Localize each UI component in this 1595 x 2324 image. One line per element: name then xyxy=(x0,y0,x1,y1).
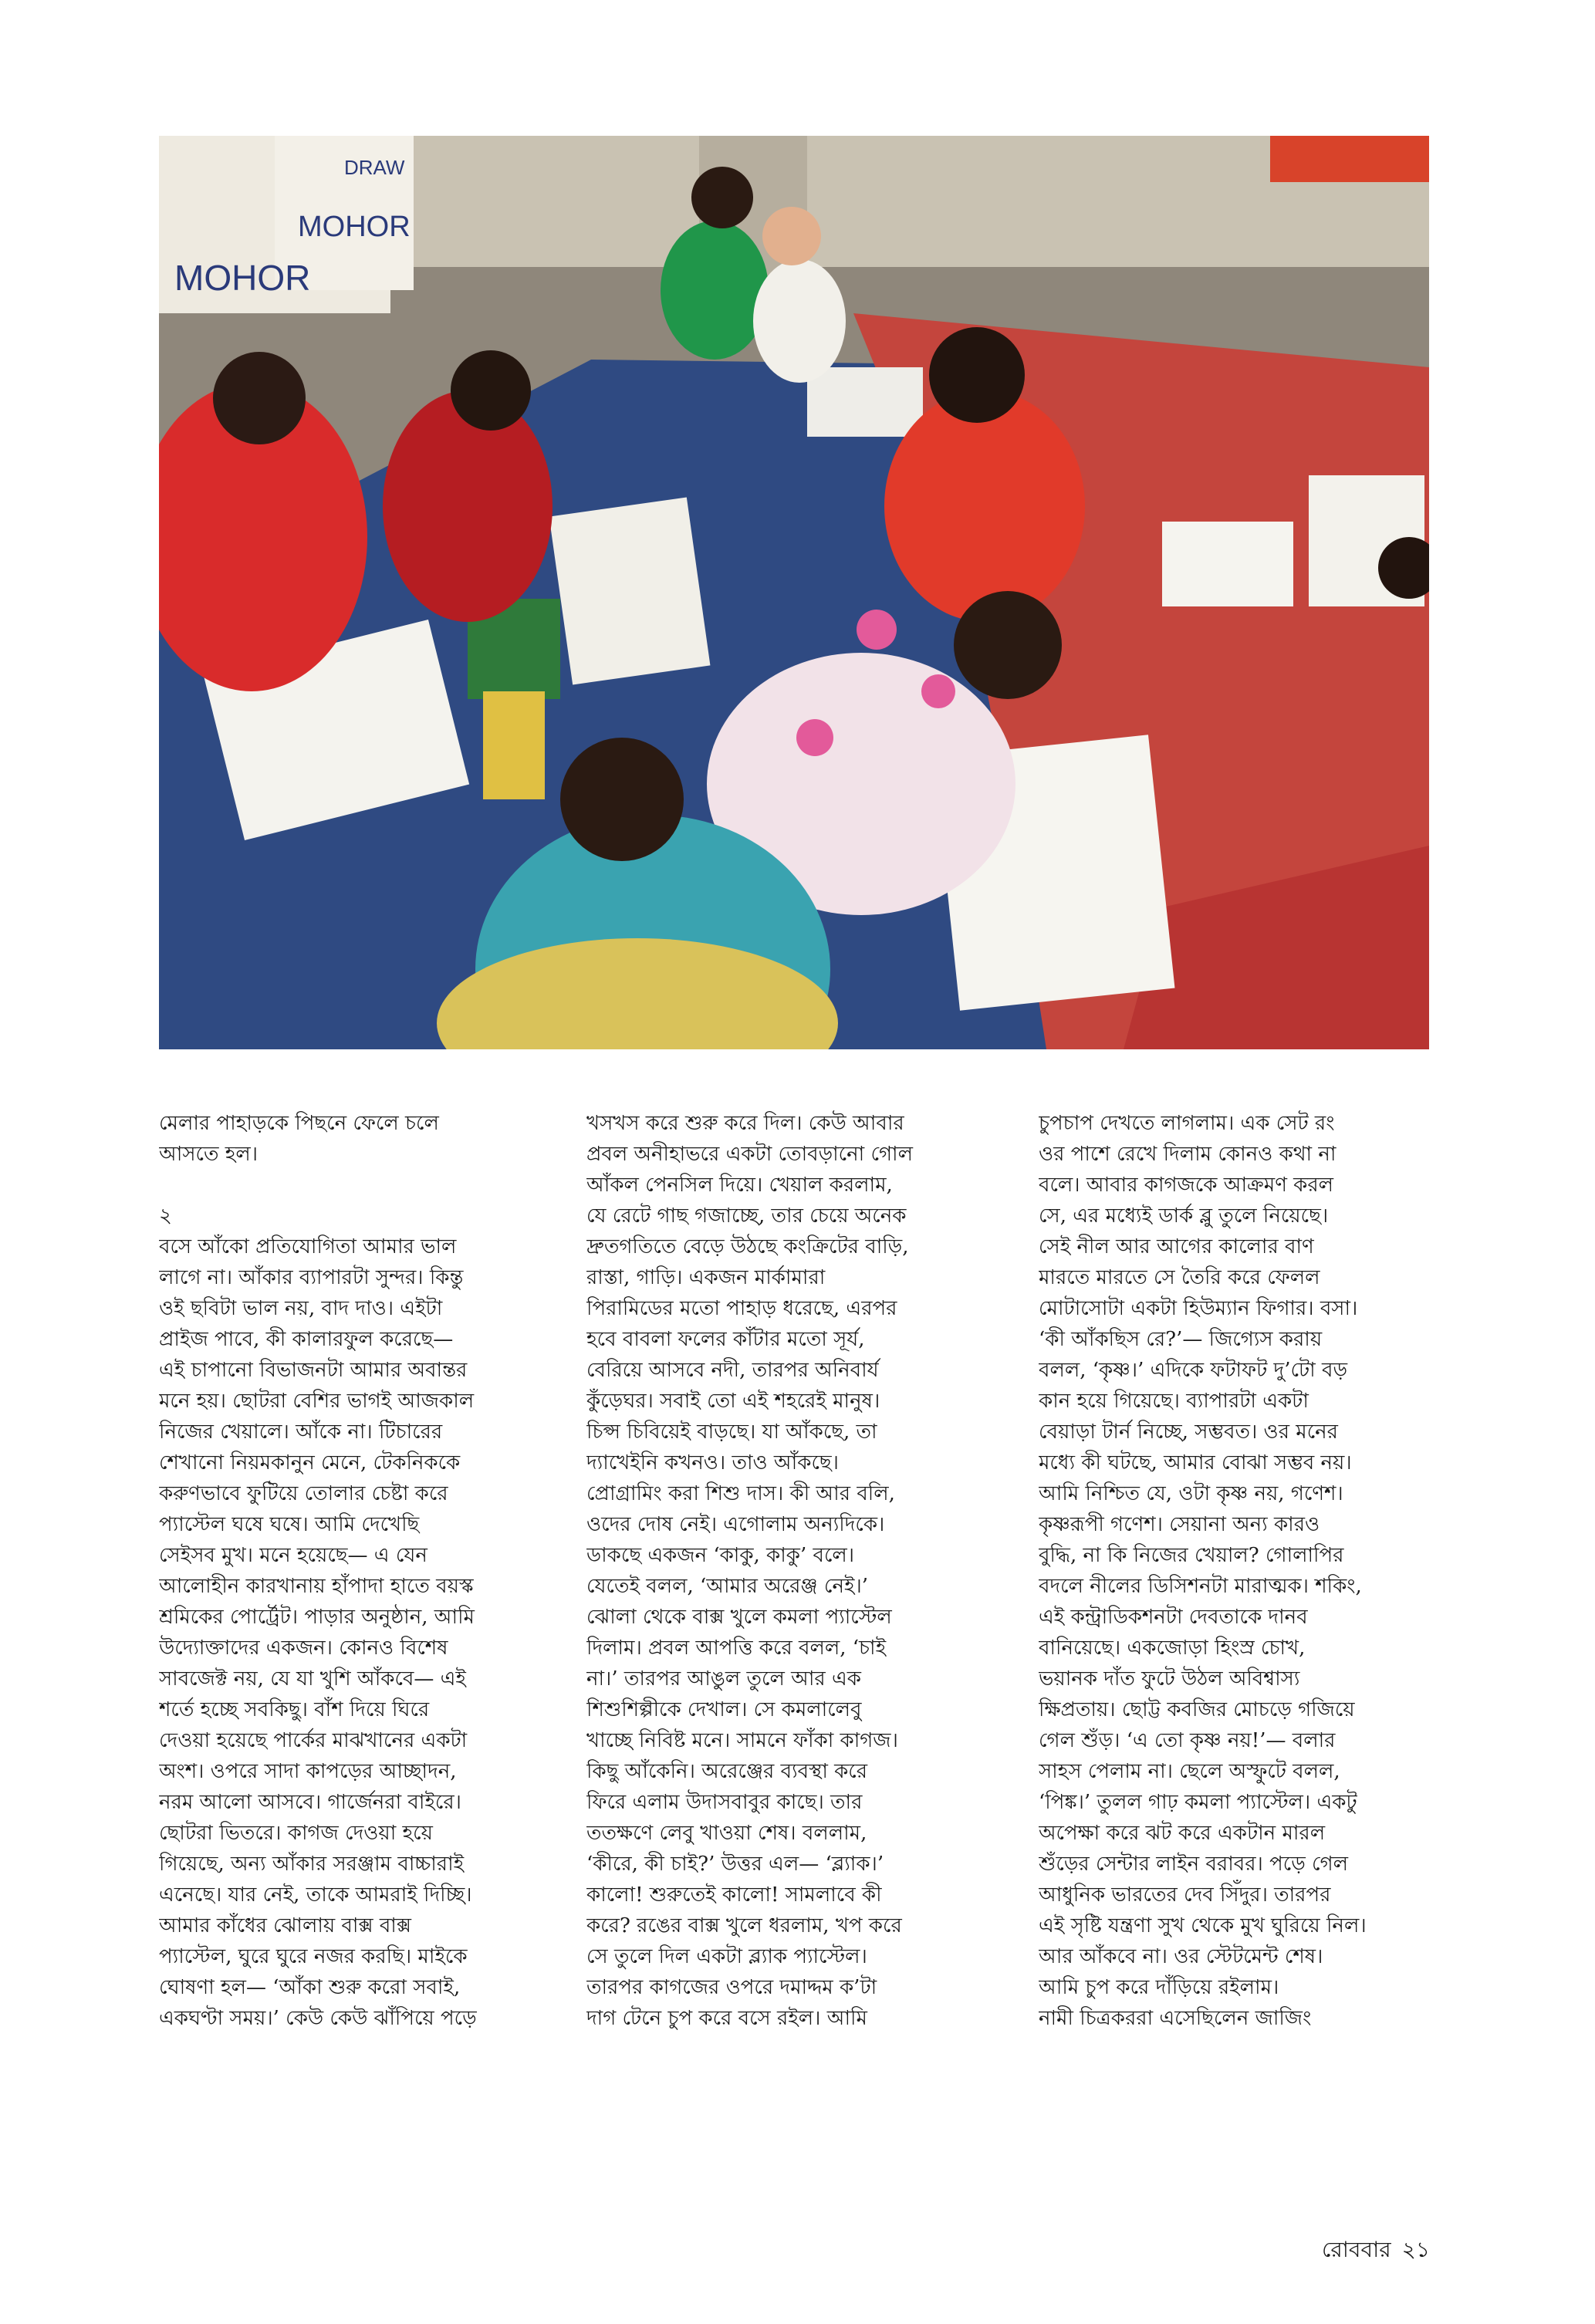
floral-pattern xyxy=(857,610,897,650)
banner-text-2: MOHOR xyxy=(298,211,411,243)
floral-pattern xyxy=(796,719,833,756)
child-head xyxy=(691,167,753,228)
child-red-dress-2 xyxy=(383,390,553,622)
magazine-name: রোববার xyxy=(1322,2237,1391,2262)
children-drawing-photo xyxy=(159,136,1429,1049)
child-head xyxy=(954,591,1062,699)
floral-pattern xyxy=(921,674,955,708)
article-photo xyxy=(159,136,1429,1049)
article-column-2 xyxy=(586,1108,972,2180)
banner-text-1: MOHOR xyxy=(174,258,311,298)
pastel-box xyxy=(483,691,545,799)
section-number: ২ xyxy=(159,1204,172,1228)
article-column-1 xyxy=(159,1108,545,2180)
drawing-paper xyxy=(1162,522,1293,606)
page-number: ২১ xyxy=(1401,2237,1430,2262)
drawing-paper xyxy=(807,367,923,437)
child-green-shirt xyxy=(661,221,769,360)
child-head xyxy=(560,738,684,861)
article-column-3 xyxy=(1039,1108,1424,2180)
drawing-paper xyxy=(549,498,711,685)
banner-text-3: DRAW xyxy=(344,156,405,179)
paragraph: মেলার পাহাড়কে পিছনে ফেলে চলে আসতে হল। xyxy=(159,1112,439,1166)
child-red-top xyxy=(884,390,1085,622)
child-head xyxy=(929,327,1025,423)
child-white-vest xyxy=(753,259,846,383)
page-footer xyxy=(1322,2233,1430,2269)
red-banner-corner xyxy=(1270,136,1429,182)
paragraph: চুপচাপ দেখতে লাগলাম। এক সেট রং ওর পাশে রেখে দিলাম কোনও কথা না বলে। আবার কাগজকে আক্রমণ করল সে, এর মধ্যেই ডার্ক ব্লু তুলে নিয়েছে। সেই নীল আর আগের কালোর বাণ মারতে মারতে সে তৈরি করে ফেলল মোটাসোটা একটা হিউম্যান ফিগার। বসা। ‘কী আঁকছিস রে?’— জিগ্যেস করায় বলল, ‘কৃষ্ণ।’ এদিকে ফটাফট দু’টো বড় কান হয়ে গিয়েছে। ব্যাপারটা একটা বেয়াড়া টার্ন নিচ্ছে, সম্ভবত। ওর মনের মধ্যে কী ঘটছে, আমার বোঝা সম্ভব নয়। আমি নিশ্চিত যে, ওটা কৃষ্ণ নয়, গণেশ। কৃষ্ণরূপী গণেশ। সেয়ানা অন্য কারও বুদ্ধি, না কি নিজের খেয়াল? গোলাপির বদলে নীলের ডিসিশনটা মারাত্মক। শকিং, এই কন্ট্রাডিকশনটা দেবতাকে দানব বানিয়েছে। একজোড়া হিংস্র চোখ, ভয়ানক দাঁত ফুটে উঠল অবিশ্বাস্য ক্ষিপ্রতায়। ছোট্ট কবজির মোচড়ে গজিয়ে গেল শুঁড়। ‘এ তো কৃষ্ণ নয়!’— বলার সাহস পেলাম না। ছেলে অস্ফুটে বলল, ‘পিঙ্ক।’ তুলল গাঢ় কমলা প্যাস্টেল। একটু অপেক্ষা করে ঝট করে একটান মারল শুঁড়ের সেন্টার লাইন বরাবর। পড়ে গেল আধুনিক ভারতের দেব সিঁদুর। তারপর এই সৃষ্টি যন্ত্রণা সুখ থেকে মুখ ঘুরিয়ে নিল। আর আঁকবে না। ওর স্টেটমেন্ট শেষ। আমি চুপ করে দাঁড়িয়ে রইলাম। নামী চিত্রকররা এসেছিলেন জাজিং xyxy=(1039,1112,1367,2030)
child-head xyxy=(451,350,531,431)
paragraph: খসখস করে শুরু করে দিল। কেউ আবার প্রবল অনীহাভরে একটা তোবড়ানো গোল আঁকল পেনসিল দিয়ে। খেয়াল করলাম, যে রেটে গাছ গজাচ্ছে, তার চেয়ে অনেক দ্রুতগতিতে বেড়ে উঠছে কংক্রিটের বাড়ি, রাস্তা, গাড়ি। একজন মার্কামারা পিরামিডের মতো পাহাড় ধরেছে, এরপর হবে বাবলা ফলের কাঁটার মতো সূর্য, বেরিয়ে আসবে নদী, তারপর অনিবার্য কুঁড়েঘর। সবাই তো এই শহরেই মানুষ। চিপ্স চিবিয়েই বাড়ছে। যা আঁকছে, তা দ্যাখেইনি কখনও। তাও আঁকছে। প্রোগ্রামিং করা শিশু দাস। কী আর বলি, ওদের দোষ নেই। এগোলাম অন্যদিকে। ডাকছে একজন ‘কাকু, কাকু’ বলে। যেতেই বলল, ‘আমার অরেঞ্জ নেই।’ ঝোলা থেকে বাক্স খুলে কমলা প্যাস্টেল দিলাম। প্রবল আপত্তি করে বলল, ‘চাই না।’ তারপর আঙুল তুলে আর এক শিশুশিল্পীকে দেখাল। সে কমলালেবু খাচ্ছে নিবিষ্ট মনে। সামনে ফাঁকা কাগজ। কিছু আঁকেনি। অরেঞ্জের ব্যবস্থা করে ফিরে এলাম উদাসবাবুর কাছে। তার ততক্ষণে লেবু খাওয়া শেষ। বললাম, ‘কীরে, কী চাই?’ উত্তর এল— ‘ব্ল্যাক।’ কালো! শুরুতেই কালো! সামলাবে কী করে? রঙের বাক্স খুলে ধরলাম, খপ করে সে তুলে দিল একটা ব্ল্যাক প্যাস্টেল। তারপর কাগজের ওপরে দমাদ্দম ক’টা দাগ টেনে চুপ করে বসে রইল। আমি xyxy=(586,1112,913,2030)
paragraph: বসে আঁকো প্রতিযোগিতা আমার ভাল লাগে না। আঁকার ব্যাপারটা সুন্দর। কিন্তু ওই ছবিটা ভাল নয়, বাদ দাও। এইটা প্রাইজ পাবে, কী কালারফুল করেছে— এই চাপানো বিভাজনটা আমার অবান্তর মনে হয়। ছোটরা বেশির ভাগই আজকাল নিজের খেয়ালে। আঁকে না। টিচারের শেখানো নিয়মকানুন মেনে, টেকনিককে করুণভাবে ফুটিয়ে তোলার চেষ্টা করে প্যাস্টেল ঘষে ঘষে। আমি দেখেছি সেইসব মুখ। মনে হয়েছে— এ যেন আলোহীন কারখানায় হাঁপাদা হাতে বয়স্ক শ্রমিকের পোর্ট্রেট। পাড়ার অনুষ্ঠান, আমি উদ্যোক্তাদের একজন। কোনও বিশেষ সাবজেক্ট নয়, যে যা খুশি আঁকবে— এই শর্তে হচ্ছে সবকিছু। বাঁশ দিয়ে ঘিরে দেওয়া হয়েছে পার্কের মাঝখানের একটা অংশ। ওপরে সাদা কাপড়ের আচ্ছাদন, নরম আলো আসবে। গার্জেনরা বাইরে। ছোটরা ভিতরে। কাগজ দেওয়া হয়ে গিয়েছে, অন্য আঁকার সরঞ্জাম বাচ্চারাই এনেছে। যার নেই, তাকে আমরাই দিচ্ছি। আমার কাঁধের ঝোলায় বাক্স বাক্স প্যাস্টেল, ঘুরে ঘুরে নজর করছি। মাইকে ঘোষণা হল— ‘আঁকা শুরু করো সবাই, একঘণ্টা সময়।’ কেউ কেউ ঝাঁপিয়ে পড়ে xyxy=(159,1235,477,2030)
child-head xyxy=(762,207,821,265)
child-head xyxy=(213,352,306,444)
